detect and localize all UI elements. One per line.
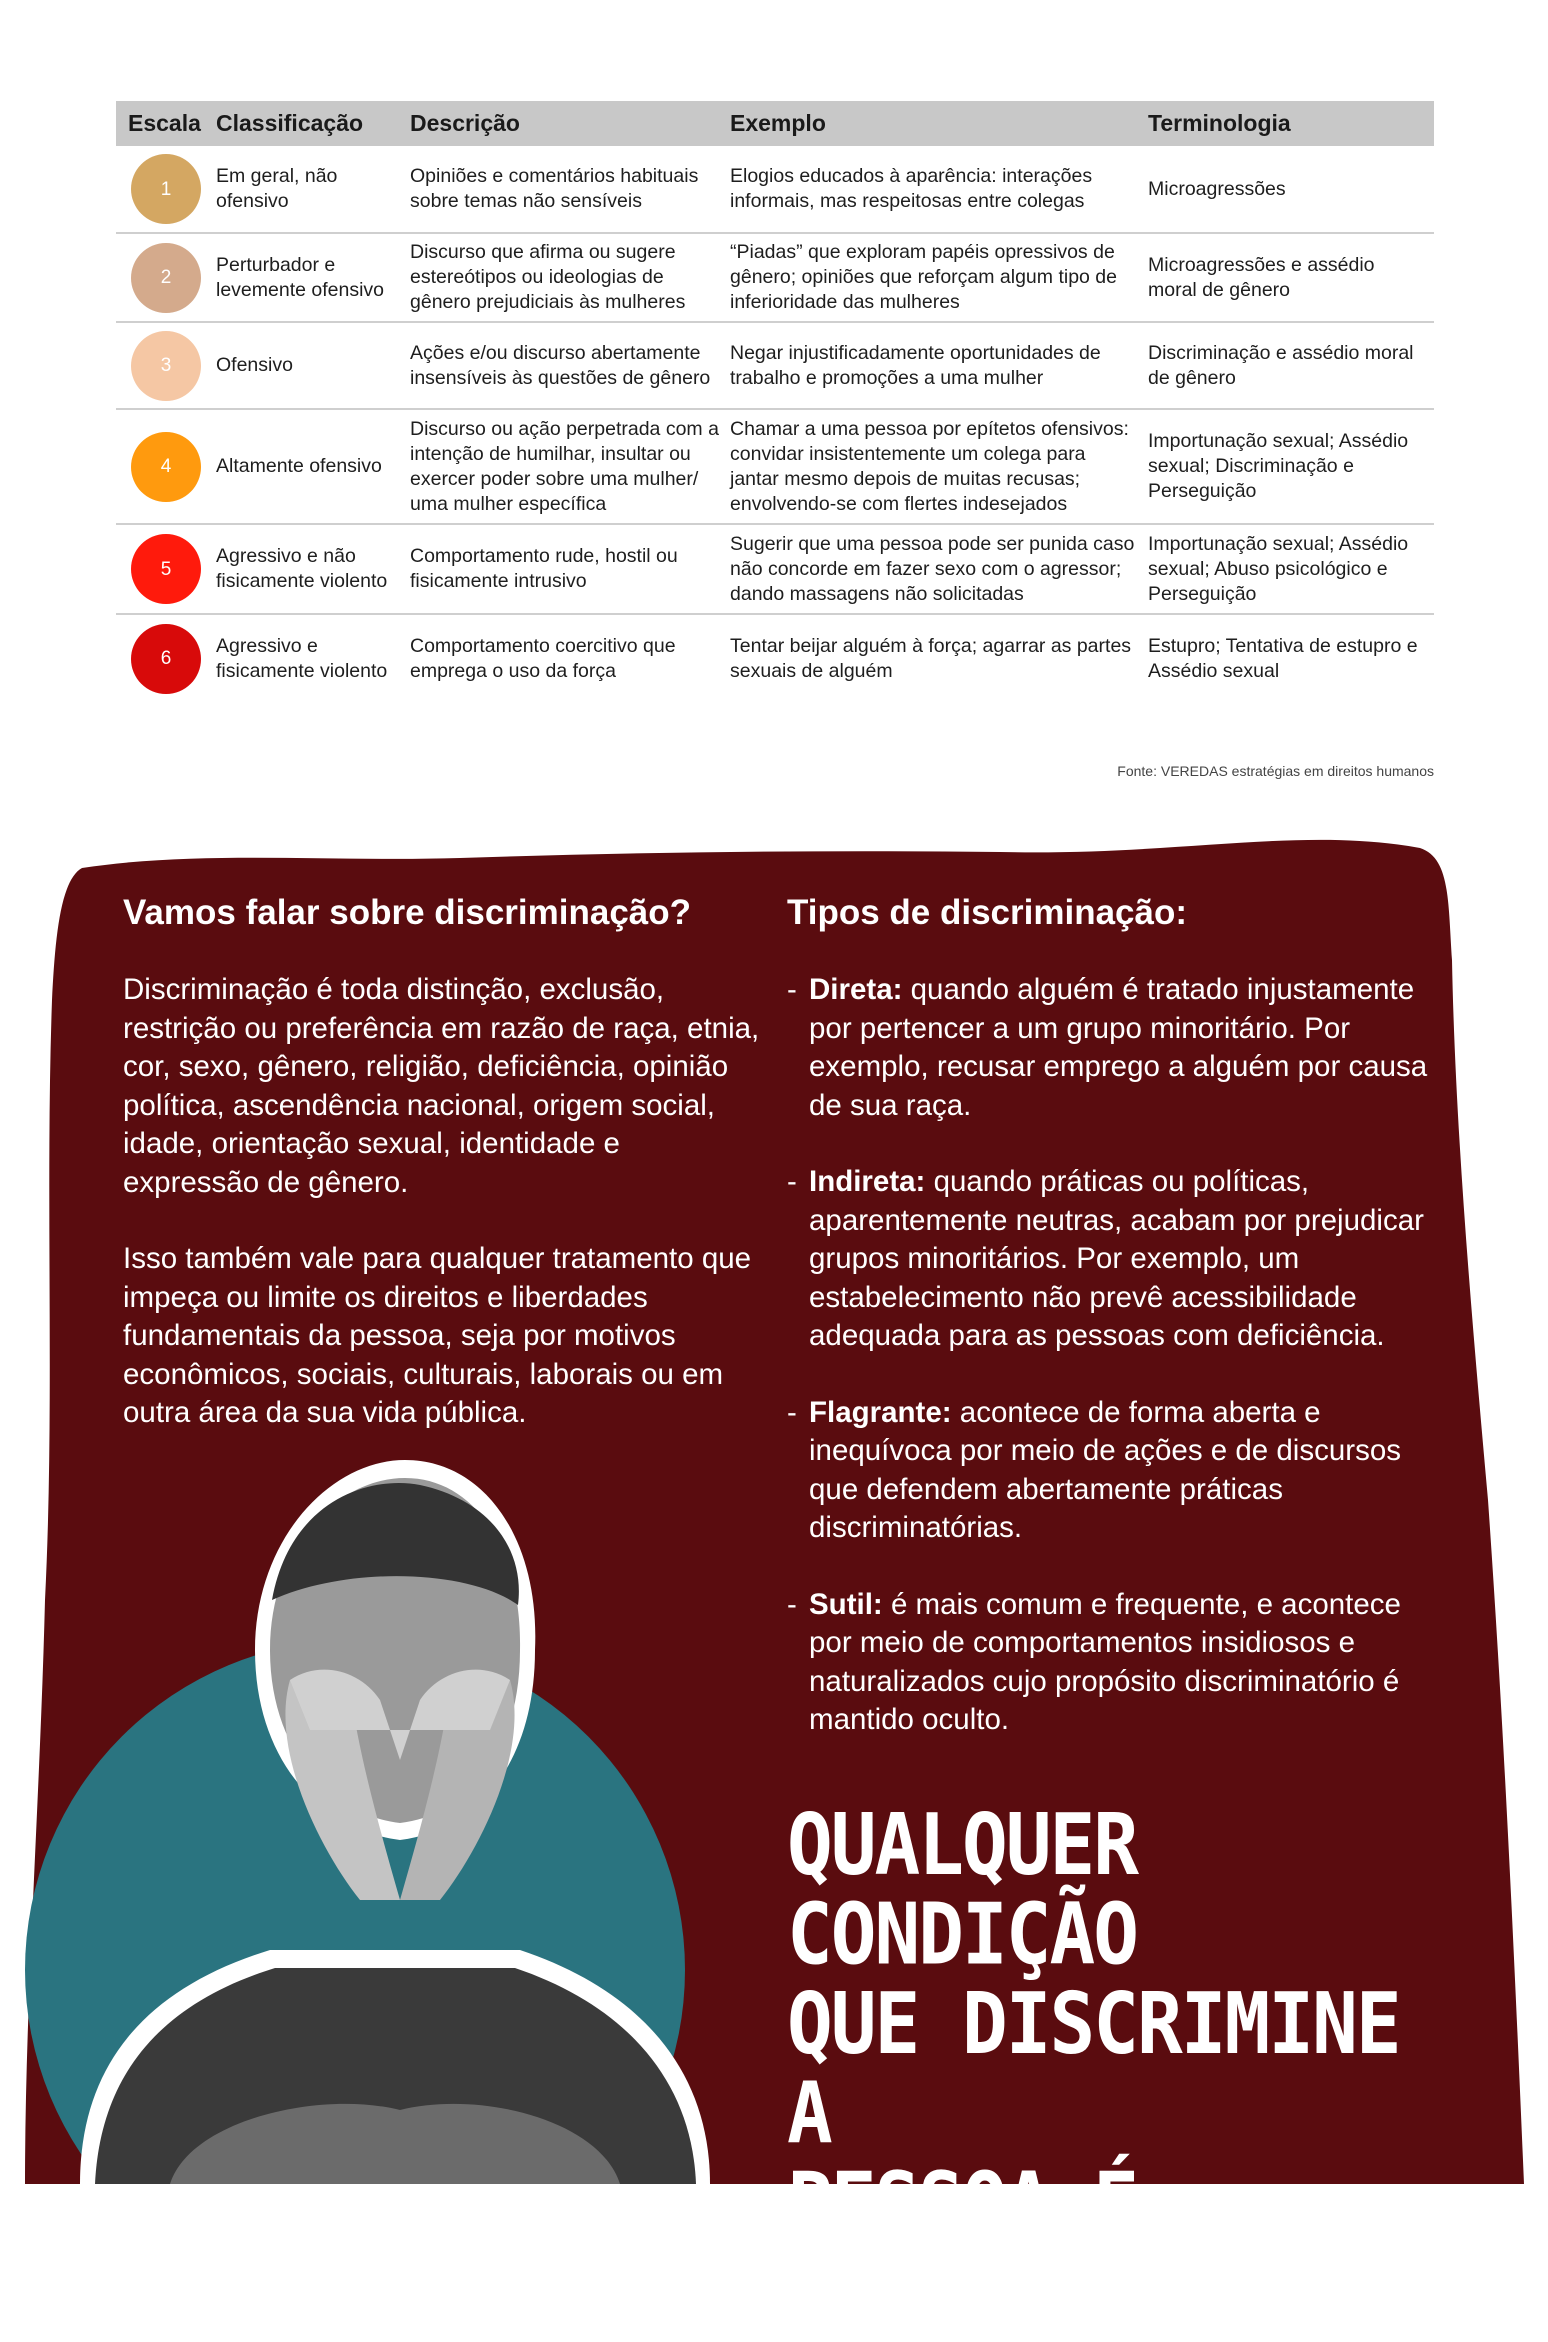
term-text: acontece de forma aberta e inequívoca por meio de ações e de discursos que defendem abertamente práticas discriminatórias.: [809, 1395, 1401, 1544]
harassment-scale-table: [116, 101, 1434, 702]
cell-descricao: Comportamento coercitivo que emprega o uso da força: [410, 634, 676, 682]
table-row: [116, 525, 1434, 615]
distressed-man-photo: [20, 1430, 780, 2184]
list-item: - Sutil: é mais comum e frequente, e acontece por meio de comportamentos insidiosos e naturalizados cujo propósito discriminatório é mantido oculto.: [787, 1587, 1401, 1736]
cell-descricao: Discurso ou ação perpetrada com a intenção de humilhar, insultar ou exercer poder sobre uma mulher/ uma mulher específica: [410, 417, 719, 515]
table-header: [116, 101, 1434, 146]
left-title: Vamos falar sobre discriminação?: [123, 893, 692, 932]
left-column: [123, 893, 763, 1471]
cell-descricao: Opiniões e comentários habituais sobre temas não sensíveis: [410, 165, 699, 212]
table-row: [116, 146, 1434, 234]
source-note: Fonte: VEREDAS estratégias em direitos humanos: [1117, 763, 1434, 779]
term-text: quando práticas ou políticas, aparentemente neutras, acabam por prejudicar grupos minoritários. Por exemplo, um estabelecimento não prevê acessibilidade adequada para as pessoas com deficiência.: [809, 1165, 1424, 1352]
cell-descricao: Discurso que afirma ou sugere estereótipos ou ideologias de gênero prejudiciais às mulheres: [410, 241, 686, 313]
header-exemplo: Exemplo: [730, 110, 826, 136]
scale-circle: 2: [131, 243, 201, 313]
slogan-line: PESSOA É ASSÉDIO.: [787, 2152, 1138, 2342]
cell-classificacao: Agressivo e não fisicamente violento: [216, 545, 388, 592]
header-descricao: Descrição: [410, 110, 520, 136]
paragraph: Isso também vale para qualquer tratamento que impeça ou limite os direitos e liberdades fundamentais da pessoa, seja por motivos econômicos, sociais, culturais, laborais ou em outra área da sua vida pública.: [123, 1242, 752, 1429]
cell-classificacao: Altamente ofensivo: [216, 455, 382, 477]
cell-descricao: Ações e/ou discurso abertamente insensíveis às questões de gênero: [410, 341, 711, 389]
term-text: quando alguém é tratado injustamente por pertencer a um grupo minoritário. Por exemplo, recusar emprego a alguém por causa de sua raça.: [809, 973, 1428, 1122]
cell-terminologia: Microagressões: [1148, 177, 1286, 200]
scale-circle: 6: [131, 624, 201, 694]
cell-classificacao: Perturbador e levemente ofensivo: [216, 253, 385, 301]
right-column: [787, 893, 1437, 1778]
cell-exemplo: “Piadas” que exploram papéis opressivos de gênero; opiniões que reforçam algum tipo de inferioridade das mulheres: [730, 241, 1117, 313]
cell-exemplo: Chamar a uma pessoa por epítetos ofensivos: convidar insistentemente um colega para jantar mesmo depois de muitas recusas; envolvendo-se com flertes indesejados: [730, 417, 1129, 515]
right-title: Tipos de discriminação:: [787, 893, 1188, 932]
scale-circle: 4: [131, 432, 201, 502]
cell-terminologia: Microagressões e assédio moral de gênero: [1148, 253, 1375, 301]
header-terminologia: Terminologia: [1148, 110, 1291, 136]
paragraph: Discriminação é toda distinção, exclusão, restrição ou preferência em razão de raça, etnia, cor, sexo, gênero, religião, deficiência, opinião política, ascendência nacional, origem social, idade, orientação sexual, identidade e expressão de gênero.: [123, 973, 760, 1199]
cell-exemplo: Elogios educados à aparência: interações informais, mas respeitosas entre colegas: [730, 165, 1093, 212]
term: Direta:: [809, 973, 903, 1006]
cell-classificacao: Agressivo e fisicamente violento: [216, 634, 388, 682]
table-row: [116, 410, 1434, 525]
cell-terminologia: Importunação sexual; Assédio sexual; Discriminação e Perseguição: [1148, 430, 1409, 502]
cell-exemplo: Tentar beijar alguém à força; agarrar as partes sexuais de alguém: [730, 634, 1132, 682]
slogan: [787, 1794, 1407, 2342]
header-classificacao: Classificação: [216, 110, 364, 136]
cell-exemplo: Negar injustificadamente oportunidades de trabalho e promoções a uma mulher: [730, 341, 1101, 389]
slogan-line: QUALQUER CONDIÇÃO: [787, 1794, 1138, 1984]
term-text: é mais comum e frequente, e acontece por meio de comportamentos insidiosos e naturalizados cujo propósito discriminatório é mantido oculto.: [809, 1587, 1401, 1736]
scale-circle: 1: [131, 154, 201, 224]
table-row: [116, 615, 1434, 702]
term: Sutil:: [809, 1587, 883, 1621]
slogan-line: QUE DISCRIMINE A: [787, 1973, 1400, 2163]
cell-classificacao: Em geral, não ofensivo: [216, 165, 338, 212]
cell-classificacao: Ofensivo: [216, 354, 293, 376]
list-item: - Direta: quando alguém é tratado injustamente por pertencer a um grupo minoritário. Por exemplo, recusar emprego a alguém por causa de sua raça.: [787, 973, 1428, 1122]
table-row: [116, 234, 1434, 323]
list-item: - Indireta: quando práticas ou políticas, aparentemente neutras, acabam por prejudicar grupos minoritários. Por exemplo, um estabelecimento não prevê acessibilidade adequada para as pessoas com deficiência.: [787, 1165, 1424, 1352]
cell-terminologia: Estupro; Tentativa de estupro e Assédio sexual: [1148, 634, 1418, 682]
cell-descricao: Comportamento rude, hostil ou fisicamente intrusivo: [410, 545, 678, 592]
term: Indireta:: [809, 1165, 926, 1198]
term: Flagrante:: [809, 1395, 952, 1429]
cell-terminologia: Importunação sexual; Assédio sexual; Abuso psicológico e Perseguição: [1148, 532, 1409, 605]
cell-exemplo: Sugerir que uma pessoa pode ser punida caso não concorde em fazer sexo com o agressor; dando massagens não solicitadas: [730, 532, 1135, 605]
scale-circle: 3: [131, 331, 201, 401]
cell-terminologia: Discriminação e assédio moral de gênero: [1148, 341, 1414, 389]
list-item: - Flagrante: acontece de forma aberta e inequívoca por meio de ações e de discursos que defendem abertamente práticas discriminatórias.: [787, 1395, 1401, 1544]
header-escala: Escala: [128, 110, 201, 136]
scale-circle: 5: [131, 534, 201, 604]
table-row: [116, 323, 1434, 410]
